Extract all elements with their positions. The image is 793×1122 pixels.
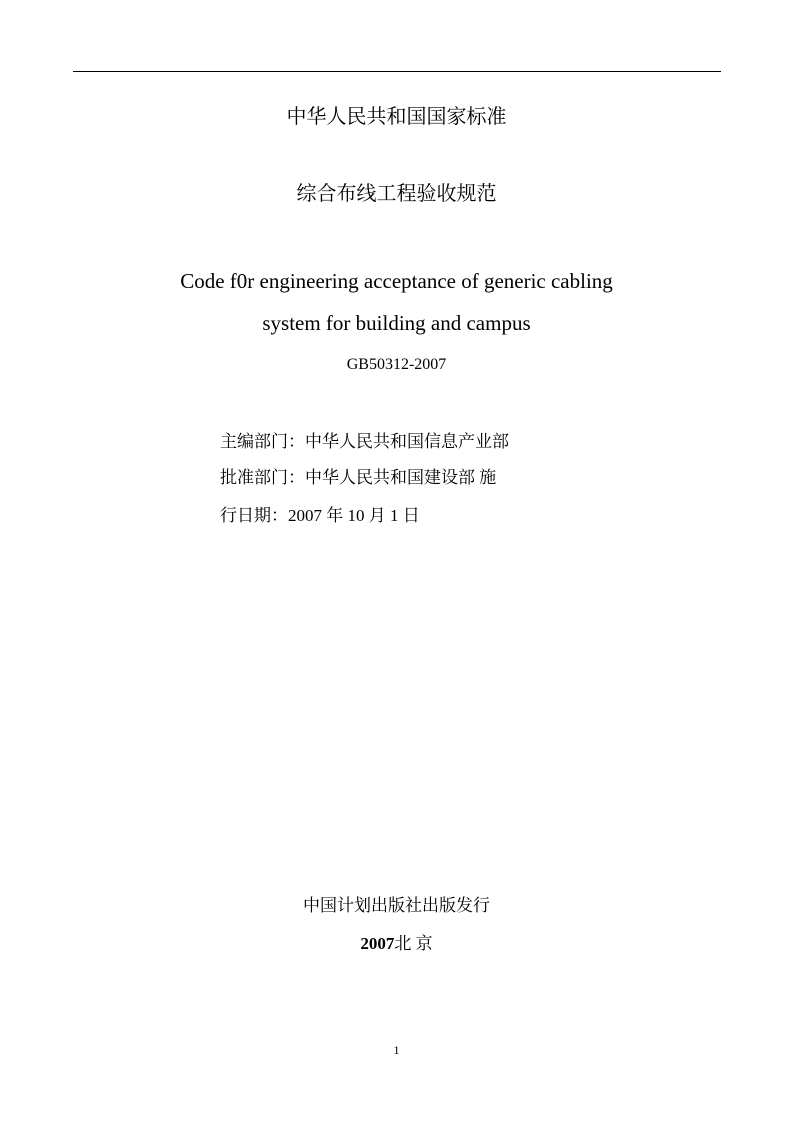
standard-type: 中华人民共和国国家标准 — [286, 106, 507, 128]
title-english-line-2: system for building and campus — [262, 311, 531, 335]
title-chinese: 综合布线工程验收规范 — [296, 183, 497, 205]
publication-place — [0, 933, 793, 955]
implementation-date: 行日期：2007 年 10 月 1 日 — [220, 506, 420, 525]
header-rule — [73, 71, 721, 72]
title-english-line-1: Code f0r engineering acceptance of generic cabling — [180, 269, 613, 293]
standard-code: GB50312-2007 — [346, 356, 447, 373]
page-number: 1 — [393, 1043, 400, 1057]
publication-year: 2007 — [360, 934, 395, 953]
publication-city: 北 京 — [394, 934, 433, 953]
approver-department: 批准部门：中华人民共和国建设部 施 — [220, 468, 497, 487]
editor-department: 主编部门：中华人民共和国信息产业部 — [220, 432, 509, 451]
publisher: 中国计划出版社出版发行 — [303, 896, 490, 915]
